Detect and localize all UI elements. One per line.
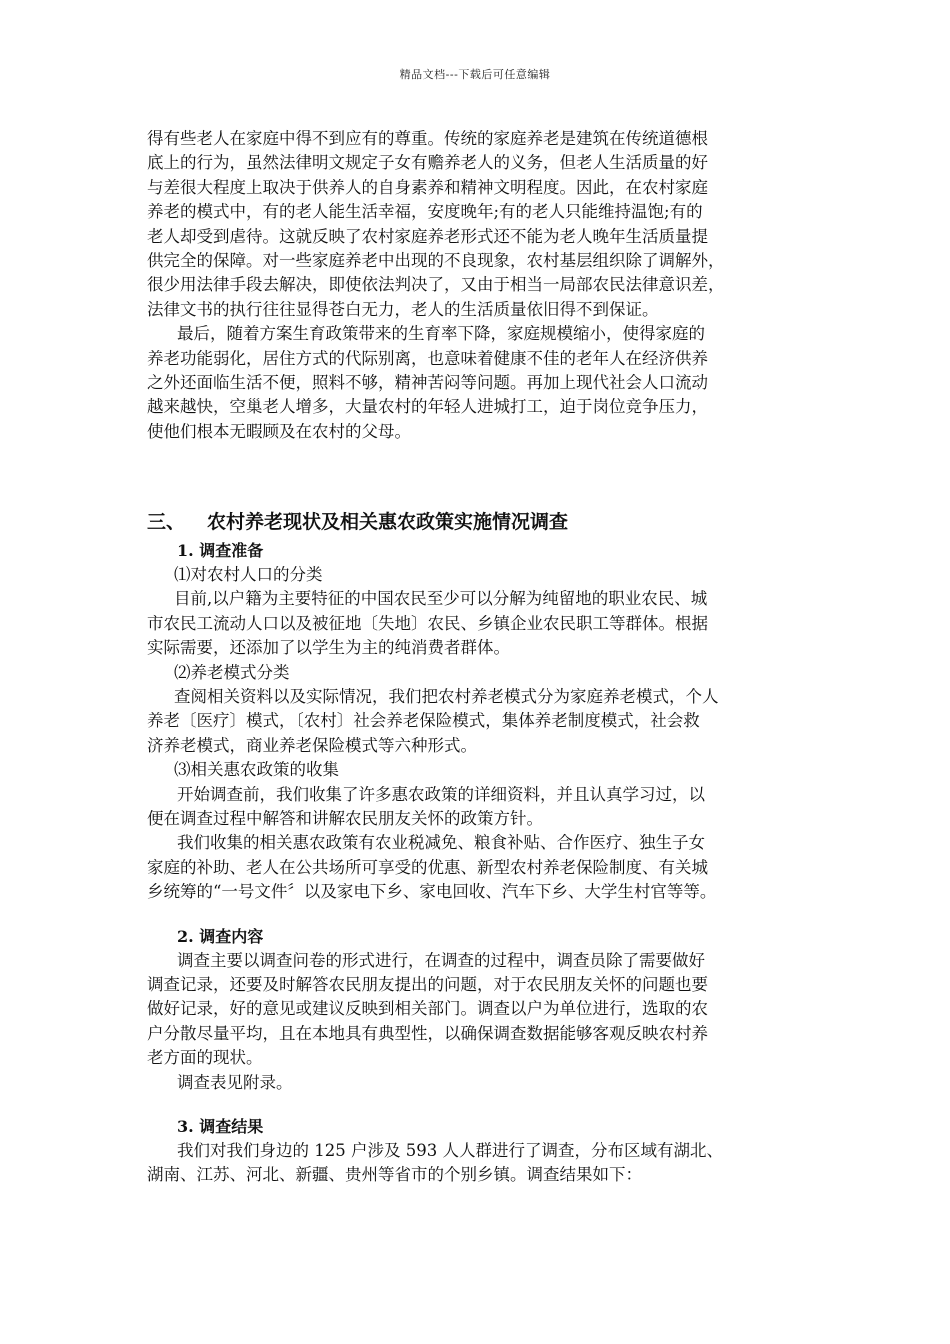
text-line: 查阅相关资料以及实际情况，我们把农村养老模式分为家庭养老模式，个人 (174, 687, 719, 707)
item-title: ⑶相关惠农政策的收集 (174, 760, 339, 780)
text-line: 调查记录，还要及时解答农民朋友提出的问题，对于农民朋友关怀的问题也要 (147, 974, 708, 994)
text-line: 我们收集的相关惠农政策有农业税减免、粮食补贴、合作医疗、独生子女 (177, 833, 705, 853)
text-line: 户分散尽量平均，且在本地具有典型性，以确保调查数据能够客观反映农村养 (147, 1023, 708, 1043)
text-line: 老人却受到虐待。这就反映了农村家庭养老形式还不能为老人晚年生活质量提 (147, 226, 708, 246)
text-line: 湖南、江苏、河北、新疆、贵州等省市的个别乡镇。调查结果如下： (147, 1165, 642, 1185)
text-line: 开始调查前，我们收集了许多惠农政策的详细资料，并且认真学习过，以 (177, 784, 705, 804)
text-line: 供完全的保障。对一些家庭养老中出现的不良现象，农村基层组织除了调解外， (147, 250, 725, 270)
text-line: 调查表见附录。 (177, 1072, 293, 1092)
text-line: 得有些老人在家庭中得不到应有的尊重。传统的家庭养老是建筑在传统道德根 (147, 129, 708, 148)
subsection-heading: 2. 调查内容 (177, 926, 264, 946)
text-line: 最后，随着方案生育政策带来的生育率下降，家庭规模缩小，使得家庭的 (177, 324, 705, 344)
text-line: 养老〔医疗〕模式，〔农村〕社会养老保险模式，集体养老制度模式，社会救 (147, 711, 700, 731)
item-title: ⑴对农村人口的分类 (174, 565, 323, 585)
text-line: 法律文书的执行往往显得苍白无力，老人的生活质量依旧得不到保证。 (147, 299, 659, 319)
item-title: ⑵养老模式分类 (174, 662, 290, 682)
text-line: 实际需要，还添加了以学生为主的纯消费者群体。 (147, 638, 510, 658)
text-line: 老方面的现状。 (147, 1048, 263, 1068)
text-line: 之外还面临生活不便，照料不够，精神苦闷等问题。再加上现代社会人口流动 (147, 372, 708, 392)
text-line: 越来越快，空巢老人增多，大量农村的年轻人进城打工，迫于岗位竞争压力， (147, 397, 708, 417)
section-heading (147, 505, 815, 539)
text-line: 我们对我们身边的 125 户涉及 593 人人群进行了调查，分布区域有湖北、 (177, 1140, 723, 1160)
text-line: 养老的模式中，有的老人能生活幸福，安度晚年;有的老人只能维持温饱;有的 (147, 202, 703, 222)
text-line: 家庭的补助、老人在公共场所可享受的优惠、新型农村养老保险制度、有关城 (147, 857, 708, 877)
text-line: 目前,以户籍为主要特征的中国农民至少可以分解为纯留地的职业农民、城 (174, 589, 708, 609)
text-line: 济养老模式，商业养老保险模式等六种形式。 (147, 735, 477, 755)
text-line: 与差很大程度上取决于供养人的自身素养和精神文明程度。因此，在农村家庭 (147, 177, 708, 197)
document-body (147, 127, 815, 1188)
page-header: 精品文档---下载后可任意编辑 (399, 68, 551, 81)
text-line: 乡统筹的“一号文件〞以及家电下乡、家电回收、汽车下乡、大学生村官等等。 (147, 882, 717, 902)
text-line: 便在调查过程中解答和讲解农民朋友关怀的政策方针。 (147, 808, 543, 828)
subsection-heading: 3. 调查结果 (177, 1116, 264, 1136)
text-line: 调查主要以调查问卷的形式进行，在调查的过程中，调查员除了需要做好 (177, 950, 705, 970)
paragraph-finally (147, 322, 815, 444)
text-line: 使他们根本无暇顾及在农村的父母。 (147, 421, 411, 441)
text-line: 市农民工流动人口以及被征地〔失地〕农民、乡镇企业农民职工等群体。根据 (147, 613, 708, 633)
text-line: 做好记录，好的意见或建议反映到相关部门。调查以户为单位进行，选取的农 (147, 999, 708, 1019)
section-title: 农村养老现状及相关惠农政策实施情况调查 (207, 511, 569, 534)
text-line: 养老功能弱化，居住方式的代际别离，也意味着健康不佳的老年人在经济供养 (147, 348, 708, 368)
paragraph-family-care (147, 127, 815, 322)
section-number: 三、 (147, 511, 186, 534)
text-line: 很少用法律手段去解决，即使依法判决了，又由于相当一局部农民法律意识差， (147, 275, 725, 295)
subsection-heading: 1. 调查准备 (177, 541, 264, 561)
text-line: 底上的行为，虽然法律明文规定子女有赡养老人的义务，但老人生活质量的好 (147, 153, 708, 173)
